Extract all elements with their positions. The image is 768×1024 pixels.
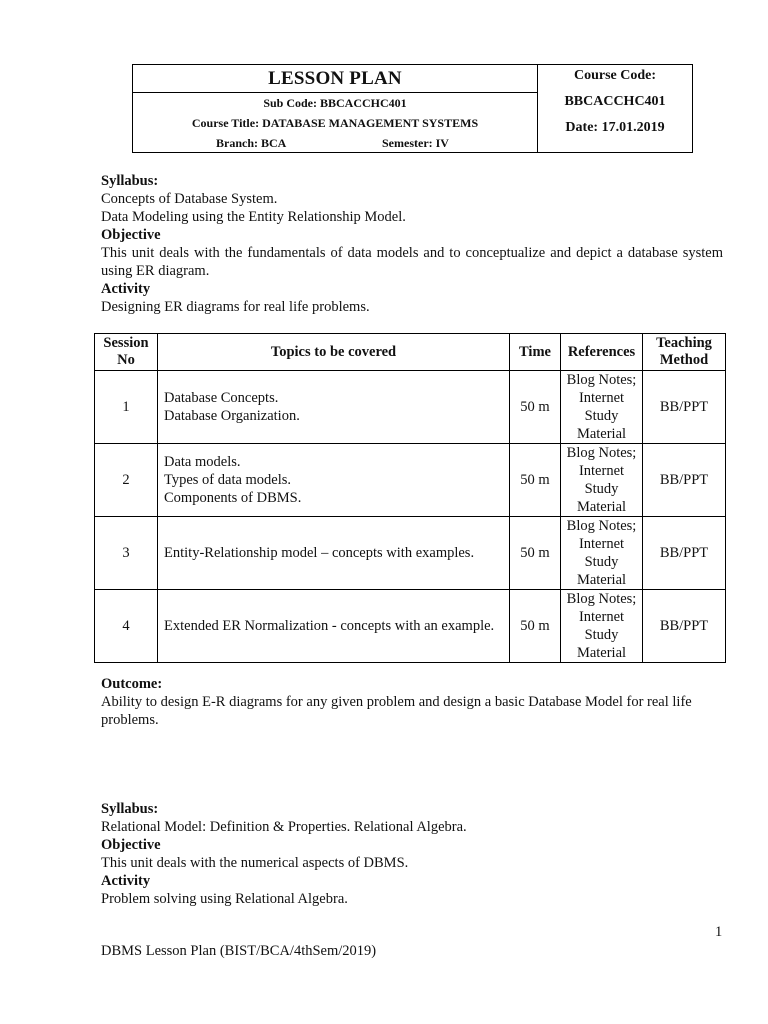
activity-heading: Activity [101,281,151,297]
table-row [95,590,726,663]
session-no: 4 [95,590,158,663]
activity-heading: Activity [101,873,151,889]
outcome-heading: Outcome: [101,676,163,692]
branch-semester-row [133,133,537,152]
syllabus-heading: Syllabus: [101,801,159,817]
session-no: 3 [95,517,158,590]
syllabus-line: Data Modeling using the Entity Relationship Model. [101,209,406,225]
method-cell: BB/PPT [643,517,726,590]
lesson-plan-header [132,64,693,153]
page-title: LESSON PLAN [133,65,537,93]
table-row [95,444,726,517]
syllabus-text: Relational Model: Definition & Properties. Relational Algebra. [101,819,467,835]
header-left-panel [133,65,538,152]
syllabus-line: Concepts of Database System. [101,191,278,207]
reference-line: Internet [578,609,625,625]
syllabus-heading: Syllabus: [101,173,159,189]
objective-heading: Objective [101,837,161,853]
col-references: References [561,334,643,371]
col-topics: Topics to be covered [158,334,510,371]
topic-line: Data models. [164,454,241,470]
reference-line: Study [584,554,619,570]
page-number: 1 [715,924,723,940]
course-code-label: Course Code: [573,68,657,83]
topics-cell [158,590,510,663]
time-cell: 50 m [510,590,561,663]
objective-heading: Objective [101,227,161,243]
reference-line: Material [576,572,627,588]
reference-line: Material [576,426,627,442]
table-row [95,371,726,444]
topic-line: Database Concepts. [164,390,279,406]
topic-line: Extended ER Normalization - concepts with an example. [164,618,495,634]
unit2-section [101,800,723,908]
time-cell: 50 m [510,517,561,590]
topics-cell [158,517,510,590]
method-cell: BB/PPT [643,371,726,444]
references-cell [561,590,643,663]
date: Date: 17.01.2019 [565,120,665,135]
course-code: BBCACCHC401 [564,94,666,109]
references-cell [561,517,643,590]
time-cell: 50 m [510,371,561,444]
col-time: Time [510,334,561,371]
objective-text: This unit deals with the fundamentals of data models and to conceptualize and depict a database system using ER diagram. [101,245,723,279]
objective-text: This unit deals with the numerical aspects of DBMS. [101,855,409,871]
table-row [95,517,726,590]
course-title: Course Title: DATABASE MANAGEMENT SYSTEMS [191,116,479,131]
topic-line: Types of data models. [164,472,292,488]
time-cell: 50 m [510,444,561,517]
references-cell [561,371,643,444]
topic-line: Entity-Relationship model – concepts with examples. [164,545,475,561]
sub-code: Sub Code: BBCACCHC401 [263,96,407,111]
session-no: 1 [95,371,158,444]
table-header-row [95,334,726,371]
semester: Semester: IV [382,136,449,151]
reference-line: Material [576,499,627,515]
col-teaching-method: Teaching Method [643,334,726,371]
reference-line: Study [584,408,619,424]
unit1-section [101,172,723,316]
reference-line: Blog Notes; [566,445,637,461]
branch: Branch: BCA [216,136,287,151]
activity-text: Problem solving using Relational Algebra. [101,891,348,907]
topics-cell [158,444,510,517]
reference-line: Internet [578,390,625,406]
topics-cell [158,371,510,444]
outcome-section [101,675,723,729]
reference-line: Blog Notes; [566,591,637,607]
reference-line: Material [576,645,627,661]
reference-line: Internet [578,463,625,479]
topic-line: Database Organization. [164,408,300,424]
reference-line: Blog Notes; [566,372,637,388]
method-cell: BB/PPT [643,590,726,663]
reference-line: Internet [578,536,625,552]
reference-line: Blog Notes; [566,518,637,534]
activity-text: Designing ER diagrams for real life problems. [101,299,370,315]
col-session-no: Session No [95,334,158,371]
topic-line: Components of DBMS. [164,490,302,506]
header-right-panel [538,65,692,152]
sessions-table [94,333,726,663]
page-footer: DBMS Lesson Plan (BIST/BCA/4thSem/2019) [101,943,377,959]
reference-line: Study [584,627,619,643]
outcome-text: Ability to design E-R diagrams for any given problem and design a basic Database Model for real life problems. [101,694,692,728]
method-cell: BB/PPT [643,444,726,517]
reference-line: Study [584,481,619,497]
references-cell [561,444,643,517]
session-no: 2 [95,444,158,517]
